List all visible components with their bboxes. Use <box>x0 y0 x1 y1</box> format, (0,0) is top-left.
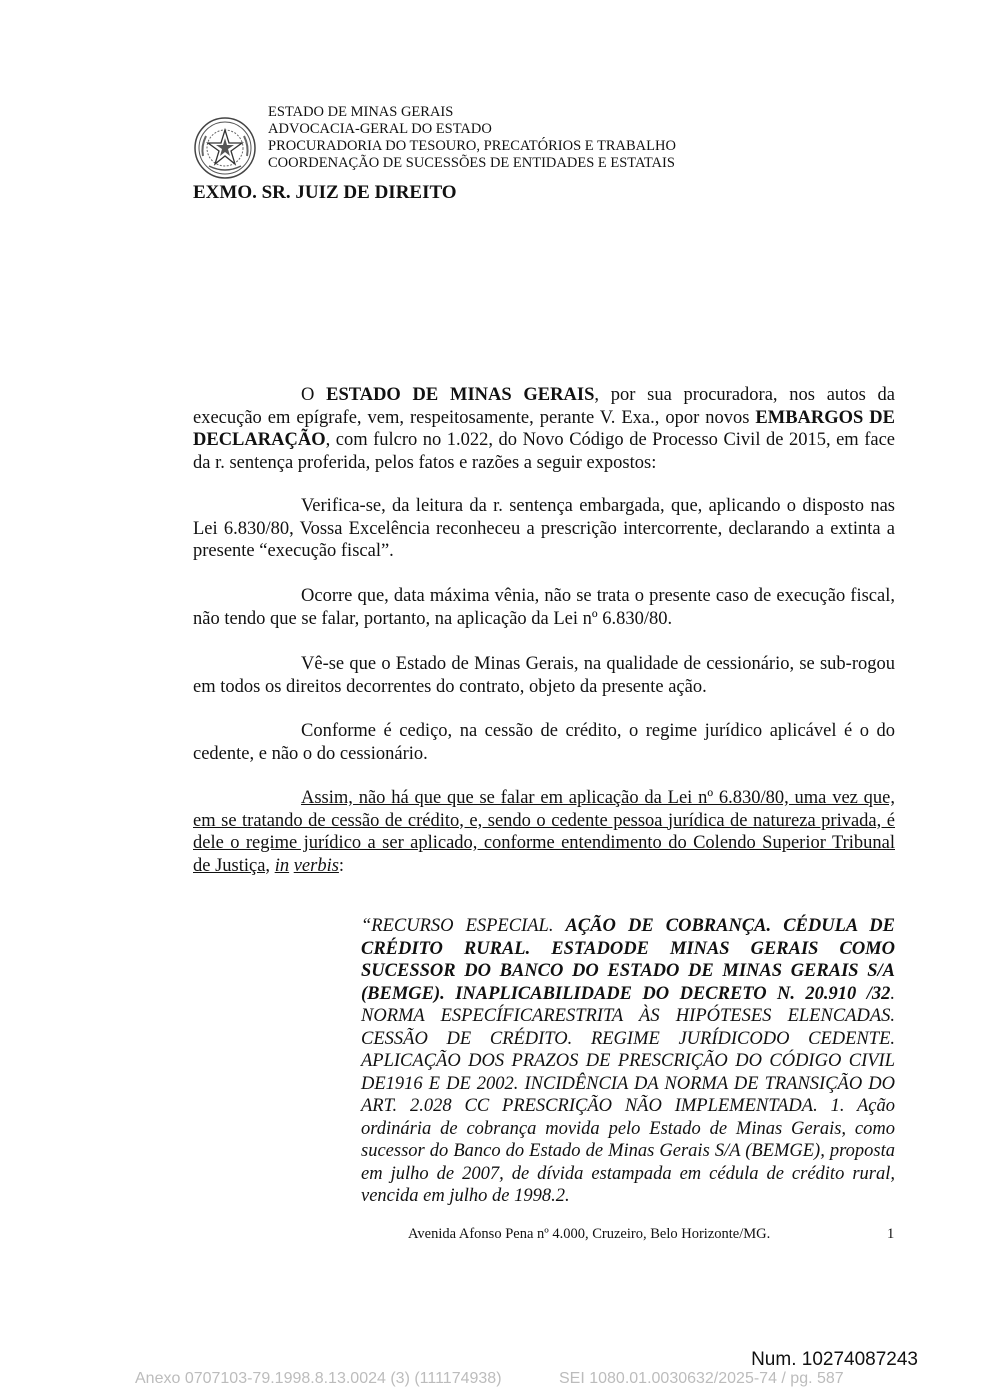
p6-verbis: verbis <box>293 855 339 876</box>
paragraph-6 <box>193 787 895 877</box>
letterhead-line: ESTADO DE MINAS GERAIS <box>268 104 454 120</box>
p3-text: Ocorre que, data máxima vênia, não se trata o presente caso de execução fiscal, não tendo que se falar, portanto, na aplicação da Lei nº 6.830/80. <box>193 586 895 629</box>
p1-text-a: O <box>301 385 327 405</box>
p1-text-c: , por sua procuradora, nos autos da execução em epígrafe, vem, respeitosamente, perante V. Exa., opor novos <box>193 385 895 428</box>
addressee: EXMO. SR. JUIZ DE DIREITO <box>193 182 457 203</box>
document-number-stamp: Num. 10274087243 <box>751 1349 918 1370</box>
p2-text: Verifica-se, da leitura da r. sentença embargada, que, aplicando o disposto nas Lei 6.830/80, Vossa Excelência reconheceu a prescrição intercorrente, declarando a extinta a presente “execução fiscal”. <box>193 496 895 561</box>
p4-text: Vê-se que o Estado de Minas Gerais, na qualidade de cessionário, se sub-rogou em todos os direitos decorrentes do contrato, objeto da presente ação. <box>193 654 895 697</box>
annex-watermark: Anexo 0707103-79.1998.8.13.0024 (3) (111174938) <box>135 1370 502 1387</box>
page-number: 1 <box>887 1226 895 1242</box>
letterhead-line: COORDENAÇÃO DE SUCESSÕES DE ENTIDADES E ESTATAIS <box>268 155 675 171</box>
p1-embargos: EMBARGOS DE DECLARAÇÃO <box>193 407 895 450</box>
paragraph-3 <box>193 585 895 630</box>
quote-bold: AÇÃO DE COBRANÇA. CÉDULA DE CRÉDITO RURAL. ESTADODE MINAS GERAIS COMO SUCESSOR DO BANCO DO ESTADO DE MINAS GERAIS S/A (BEMGE). INAPLICABILIDADE DO DECRETO N. 20.910 /32 <box>361 916 895 1004</box>
paragraph-2 <box>193 495 895 563</box>
letterhead-text <box>268 104 676 172</box>
p1-text-e: , com fulcro no 1.022, do Novo Código de Processo Civil de 2015, em face da r. sentença proferida, pelos fatos e razões a seguir expostos: <box>193 430 895 473</box>
p5-text: Conforme é cediço, na cessão de crédito, o regime jurídico aplicável é o do cedente, e não o do cessionário. <box>193 721 895 764</box>
case-law-quote <box>361 915 895 1208</box>
sei-watermark: SEI 1080.01.0030632/2025-74 / pg. 587 <box>559 1370 844 1387</box>
paragraph-4 <box>193 653 895 698</box>
quote-open: “RECURSO ESPECIAL. <box>361 916 566 936</box>
footer-address: Avenida Afonso Pena nº 4.000, Cruzeiro, Belo Horizonte/MG. <box>408 1226 771 1242</box>
quote-rest: . NORMA ESPECÍFICARESTRITA ÀS HIPÓTESES ELENCADAS. CESSÃO DE CRÉDITO. REGIME JURÍDICODO CEDENTE. APLICAÇÃO DOS PRAZOS DE PRESCRIÇÃO DO CÓDIGO CIVIL DE1916 E DE 2002. INCIDÊNCIA DA NORMA DE TRANSIÇÃO DO ART. 2.028 CC PRESCRIÇÃO NÃO IMPLEMENTADA. 1. Ação ordinária de cobrança movida pelo Estado de Minas Gerais, como sucessor do Banco do Estado de Minas Gerais S/A (BEMGE), proposta em julho de 2007, de dívida estampada em cédula de crédito rural, vencida em julho de 1998.2. <box>361 983 895 1206</box>
paragraph-5 <box>193 720 895 765</box>
p1-state-name: ESTADO DE MINAS GERAIS <box>326 385 595 405</box>
p6-in: in <box>274 855 290 876</box>
letterhead-line: ADVOCACIA-GERAL DO ESTADO <box>268 121 492 137</box>
p6-colon: : <box>338 855 345 876</box>
paragraph-1 <box>193 384 895 474</box>
letterhead-line: PROCURADORIA DO TESOURO, PRECATÓRIOS E TRABALHO <box>268 138 676 154</box>
coat-of-arms-icon <box>193 116 257 180</box>
p6-text: Assim, não há que que se falar em aplicação da Lei nº 6.830/80, uma vez que, em se tratando de cessão de crédito, e, sendo o cedente pessoa jurídica de natureza privada, é dele o regime jurídico a ser aplicado, conforme entendimento do Colendo Superior Tribunal de Justiça, <box>193 788 895 876</box>
